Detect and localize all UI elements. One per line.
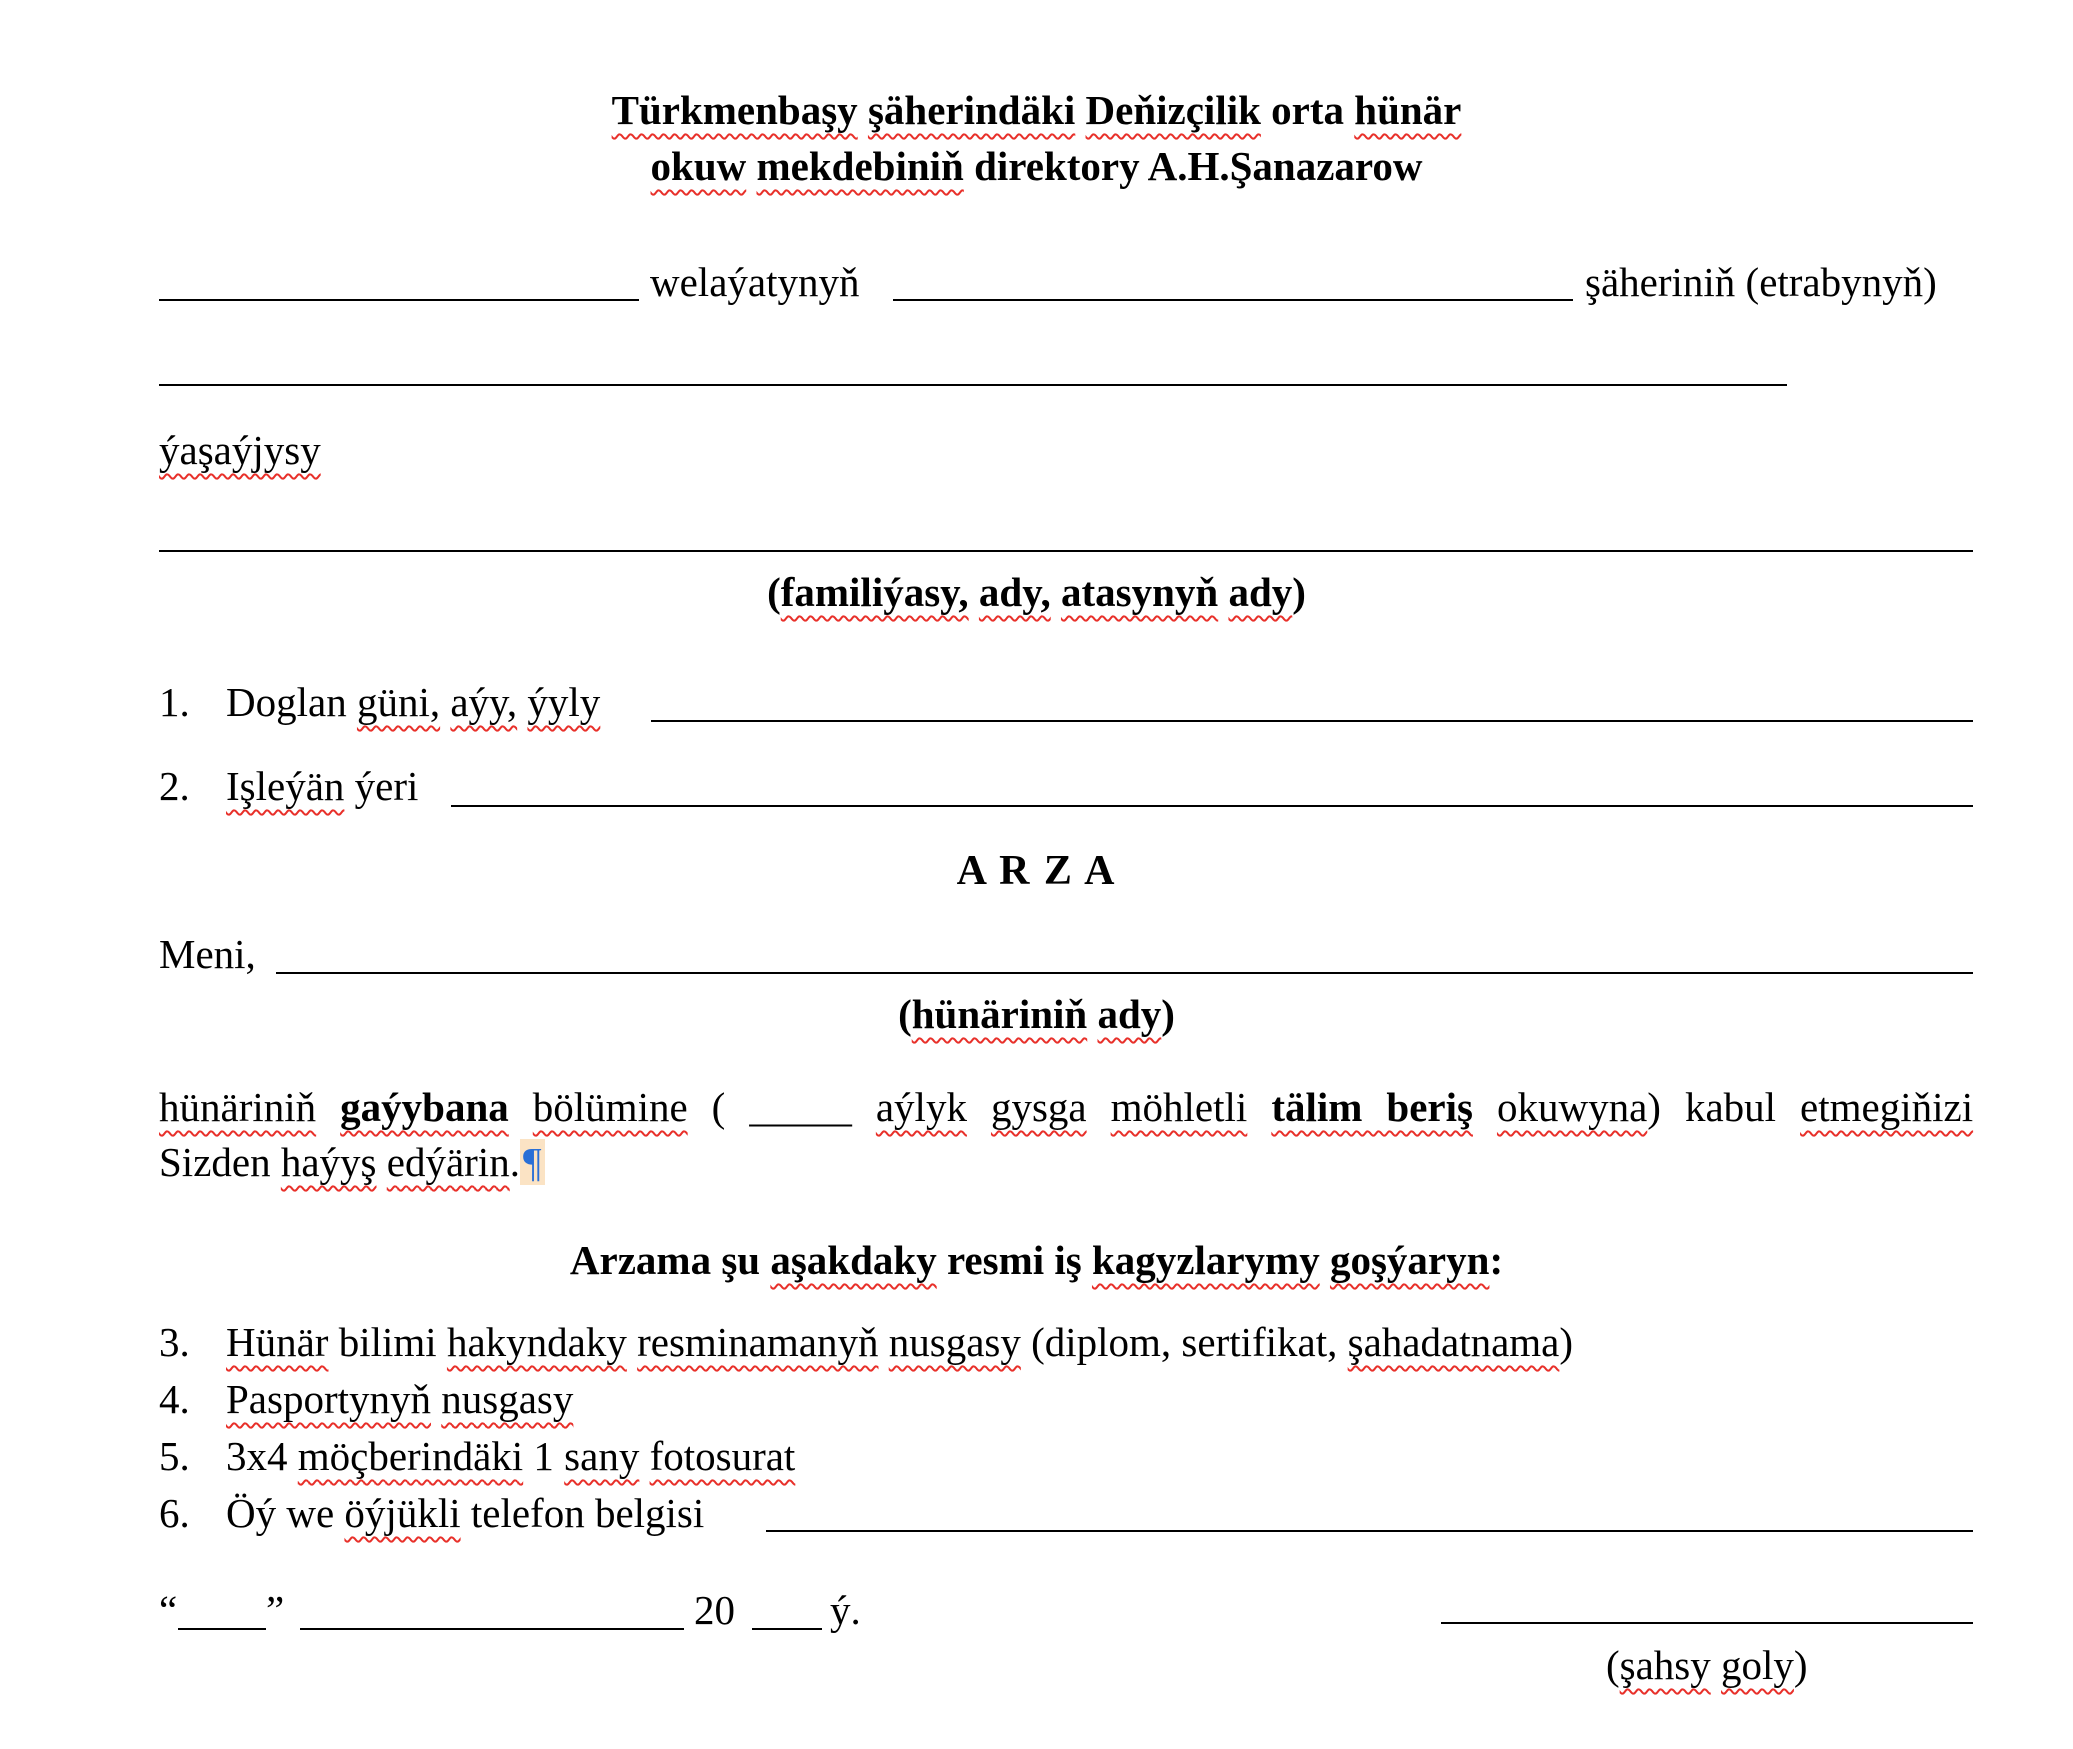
profession-caption: (hünäriniň ady) [898, 991, 1175, 1037]
addressee-line-1: Türkmenbaşy şäherindäki Deňizçilik orta hünär [611, 87, 1462, 133]
attachment-number: 6. [159, 1490, 190, 1536]
year-blank[interactable] [752, 1628, 822, 1630]
birth-date-label: Doglan güni, aýy, ýyly [226, 679, 601, 725]
birth-date-blank[interactable] [651, 720, 1973, 722]
detail-number-2: 2. [159, 763, 190, 809]
year-prefix: 20 [694, 1587, 735, 1633]
attachment-item: 3x4 möçberindäki 1 sany fotosurat [226, 1433, 796, 1479]
region-label: welaýatynyň [650, 259, 860, 305]
addressee-line-2: okuw mekdebiniň direktory A.H.Şanazarow [650, 143, 1423, 189]
paragraph-mark-icon: ¶ [520, 1139, 545, 1185]
date-open-quote: “ [159, 1587, 178, 1633]
phone-blank[interactable] [766, 1530, 1973, 1532]
city-blank[interactable] [893, 299, 1573, 301]
request-text-line-2: Sizden haýyş edýärin.¶ [159, 1142, 545, 1183]
resident-label: ýaşaýjysy [159, 427, 321, 473]
attachments-title: Arzama şu aşakdaky resmi iş kagyzlarymy goşýaryn: [569, 1237, 1504, 1283]
full-name-blank[interactable] [159, 550, 1973, 552]
attachment-item: Hünär bilimi hakyndaky resminamanyň nusgasy (diplom, sertifikat, şahadatnama) [226, 1319, 1574, 1365]
attachment-number: 3. [159, 1319, 190, 1365]
workplace-blank[interactable] [451, 805, 1973, 807]
attachment-number: 5. [159, 1433, 190, 1479]
region-blank[interactable] [159, 299, 639, 301]
full-name-caption: (familiýasy, ady, atasynyň ady) [767, 569, 1306, 615]
signature-blank[interactable] [1441, 1622, 1973, 1624]
day-blank[interactable] [178, 1628, 266, 1630]
year-suffix: ý. [830, 1587, 861, 1633]
signature-caption: (şahsy goly) [1606, 1642, 1808, 1688]
attachment-item: Öý we öýjükli telefon belgisi [226, 1490, 705, 1536]
workplace-label: Işleýän ýeri [226, 763, 419, 809]
attachment-number: 4. [159, 1376, 190, 1422]
district-blank[interactable] [159, 384, 1787, 386]
document-title: A R Z A [956, 848, 1117, 894]
detail-number-1: 1. [159, 679, 190, 725]
request-prefix: Meni, [159, 931, 256, 977]
profession-blank[interactable] [276, 972, 1973, 974]
request-text-line-1: hünäriniň gaýybana bölümine ( _____ aýlyk gysga möhletli tälim beriş okuwyna) kabul etmegiňizi [159, 1084, 1974, 1130]
month-blank[interactable] [300, 1628, 684, 1630]
attachment-item: Pasportynyň nusgasy [226, 1376, 574, 1422]
date-close-quote: ” [266, 1587, 285, 1633]
city-label: şäheriniň (etrabynyň) [1585, 259, 1937, 305]
